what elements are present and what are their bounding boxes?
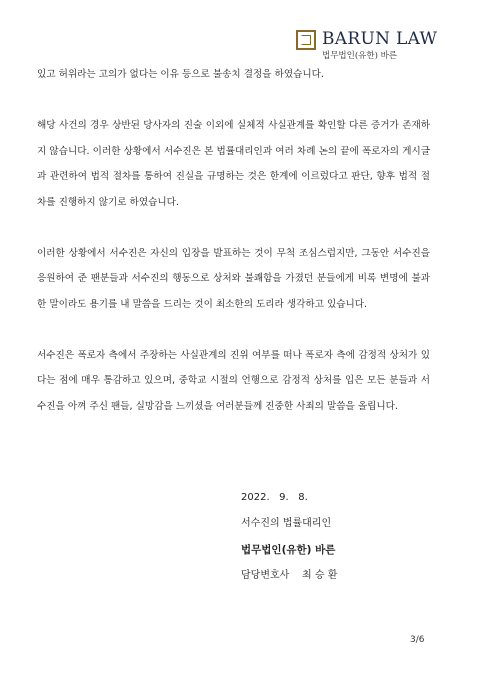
paragraph-3: 이러한 상황에서 서수진은 자신의 입장을 발표하는 것이 무척 조심스럽지만, 그동안 서수진을 응원하여 준 팬분들과 서수진의 행동으로 상처와 불쾌함을 가졌던 분들에게 비록 변명에 불과한 말이라도 용기를 내 말씀을 드리는 것이 최소한의 도리라 생각하고 있습니다. bbox=[37, 247, 430, 310]
signature-date: 2022. 9. 8. bbox=[241, 492, 308, 503]
signature-firm: 법무법인(유한) 바른 bbox=[241, 544, 336, 556]
document-body bbox=[37, 62, 430, 445]
paragraph-1: 있고 허위라는 고의가 없다는 이유 등으로 불송치 결정을 하였습니다. bbox=[37, 69, 324, 80]
signature-block bbox=[241, 485, 441, 589]
logo-subtitle: 법무법인(유한) 바른 bbox=[322, 51, 398, 61]
paragraph-4: 서수진은 폭로자 측에서 주장하는 사실관계의 진위 여부를 떠나 폭로자 측에 감정적 상처가 있다는 점에 매우 통감하고 있으며, 중학교 시절의 언행으로 감정적 상처를 입은 모든 분들과 서수진을 아껴 주신 팬들, 실망감을 느끼셨을 여러분들께 진중한 사죄의 말씀을 올립니다. bbox=[37, 349, 430, 412]
page-number: 3/6 bbox=[410, 635, 425, 645]
signature-representative: 서수진의 법률대리인 bbox=[241, 518, 332, 529]
barun-law-logo-icon bbox=[296, 30, 316, 50]
signature-lawyer: 담당변호사 최 승 환 bbox=[241, 570, 338, 581]
logo-name: BARUN LAW bbox=[322, 29, 438, 49]
firm-logo bbox=[296, 26, 446, 60]
paragraph-2: 해당 사건의 경우 상반된 당사자의 진술 이외에 실체적 사실관계를 확인할 다른 증거가 존재하지 않습니다. 이러한 상황에서 서수진은 본 법률대리인과 여러 차례 논의 끝에 폭로자의 게시글과 관련하여 법적 절차를 통하여 진실을 규명하는 것은 한계에 이르렀다고 판단, 향후 법적 절차를 진행하지 않기로 하였습니다. bbox=[37, 120, 430, 208]
